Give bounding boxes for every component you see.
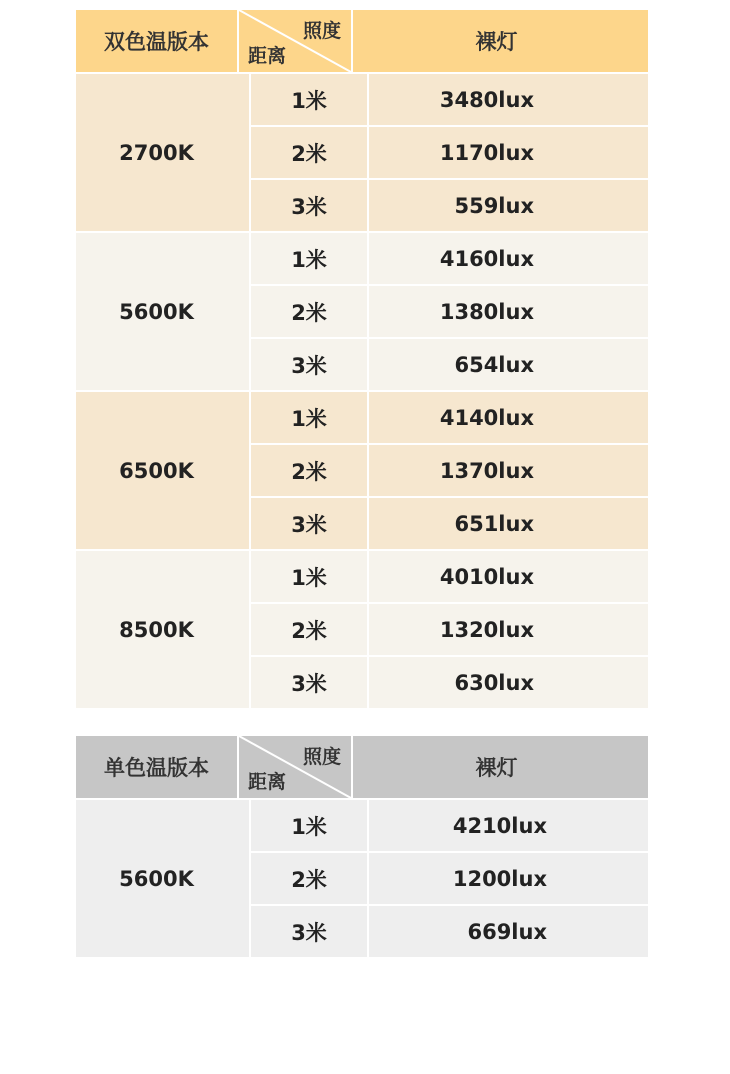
distance-label: 距离	[248, 771, 287, 793]
lux-cell: 630lux	[369, 655, 648, 708]
distance-cell: 1米	[291, 88, 327, 113]
temp-group-6500k	[76, 390, 648, 549]
lux-column	[369, 74, 648, 231]
lux-cell: 1370lux	[369, 443, 648, 496]
lux-cell: 4160lux	[439, 246, 534, 271]
temp-group-2700k	[76, 72, 648, 231]
distance-cell: 1米	[291, 814, 327, 839]
distance-cell: 1米	[291, 247, 327, 272]
lux-column	[369, 233, 648, 390]
lux-cell: 1380lux	[369, 284, 648, 337]
temp-group-8500k	[76, 549, 648, 708]
distance-cell: 3米	[251, 178, 367, 231]
lux-column	[369, 551, 648, 708]
color-temp: 2700K	[76, 74, 249, 231]
distance-cell: 3米	[251, 496, 367, 549]
color-temp: 5600K	[76, 233, 249, 390]
color-temp: 6500K	[76, 392, 249, 549]
diagonal-header-cell	[237, 736, 353, 798]
lux-column	[369, 800, 648, 957]
distance-label: 距离	[248, 45, 287, 67]
lux-cell: 1170lux	[369, 125, 648, 178]
lux-cell: 4210lux	[452, 813, 547, 838]
color-temp: 8500K	[76, 551, 249, 708]
distance-column	[249, 800, 369, 957]
bare-light-header: 裸灯	[353, 736, 648, 798]
distance-column	[249, 551, 369, 708]
distance-cell: 1米	[291, 406, 327, 431]
bare-light-header: 裸灯	[353, 10, 648, 72]
distance-cell: 3米	[251, 904, 367, 957]
temp-group-5600k	[76, 231, 648, 390]
lux-column	[369, 392, 648, 549]
color-temp: 5600K	[76, 800, 249, 957]
lux-cell: 1320lux	[369, 602, 648, 655]
distance-column	[249, 233, 369, 390]
distance-column	[249, 74, 369, 231]
illuminance-label: 照度	[302, 20, 341, 42]
lux-cell: 3480lux	[439, 87, 534, 112]
dual-temp-table	[76, 10, 648, 708]
lux-cell: 651lux	[369, 496, 648, 549]
distance-cell: 2米	[251, 284, 367, 337]
lux-cell: 4010lux	[439, 564, 534, 589]
distance-cell: 2米	[251, 125, 367, 178]
lux-cell: 4140lux	[439, 405, 534, 430]
distance-cell: 2米	[251, 443, 367, 496]
lux-cell: 559lux	[369, 178, 648, 231]
lux-cell: 669lux	[369, 904, 648, 957]
distance-cell: 3米	[251, 655, 367, 708]
distance-cell: 3米	[251, 337, 367, 390]
distance-cell: 2米	[251, 851, 367, 904]
lux-cell: 1200lux	[369, 851, 648, 904]
distance-cell: 1米	[291, 565, 327, 590]
distance-cell: 2米	[251, 602, 367, 655]
table-header	[76, 736, 648, 798]
temp-group-5600k	[76, 798, 648, 957]
version-header: 双色温版本	[76, 10, 237, 72]
lux-cell: 654lux	[369, 337, 648, 390]
version-header: 单色温版本	[76, 736, 237, 798]
table-header	[76, 10, 648, 72]
illuminance-label: 照度	[302, 746, 341, 768]
single-temp-table	[76, 736, 648, 957]
diagonal-header-cell	[237, 10, 353, 72]
distance-column	[249, 392, 369, 549]
